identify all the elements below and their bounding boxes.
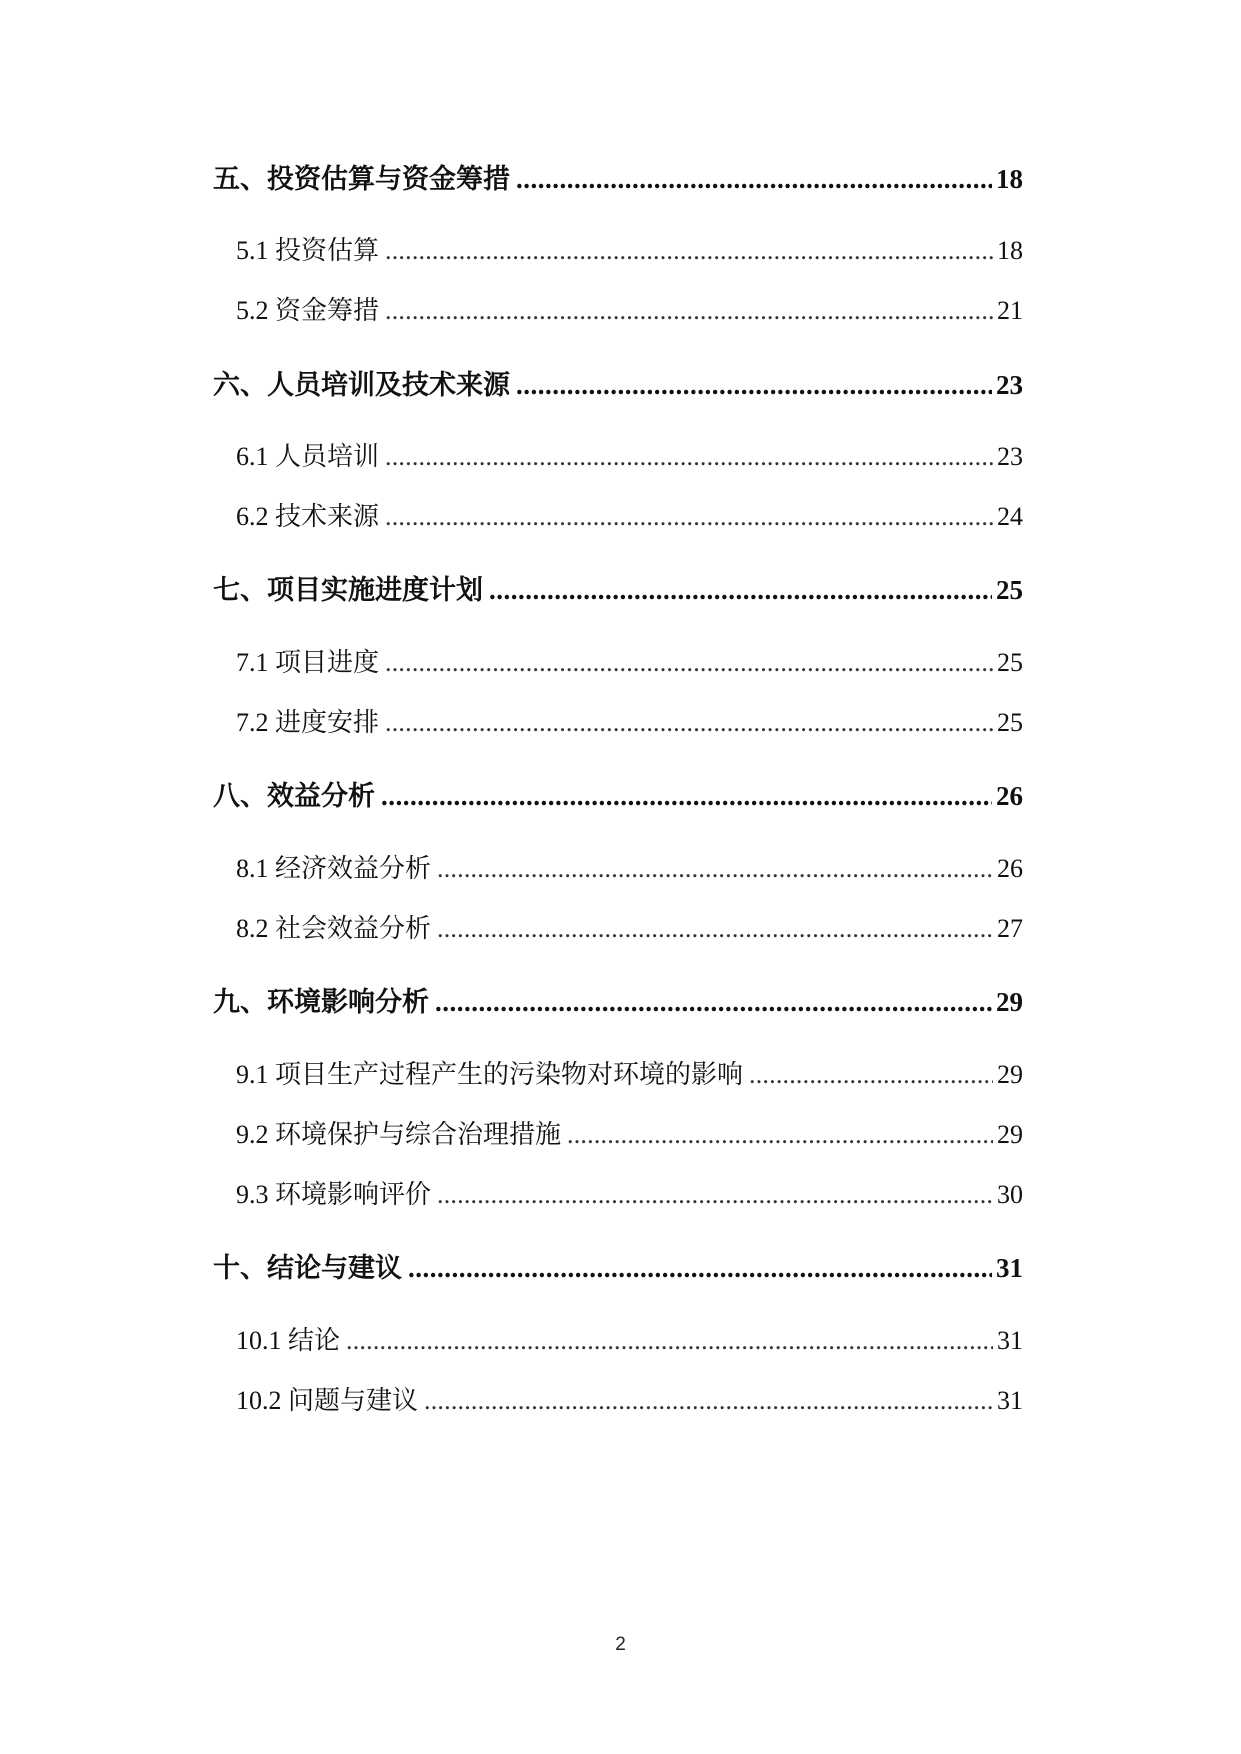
toc-dot-leader xyxy=(435,982,992,1022)
toc-entry-title: 八、效益分析 xyxy=(213,781,375,811)
toc-section-7-1[interactable] xyxy=(236,643,1023,683)
toc-entry-page: 18 xyxy=(997,236,1023,265)
toc-entry-page: 26 xyxy=(996,781,1023,811)
toc-chapter-8[interactable] xyxy=(213,776,1023,816)
toc-dot-leader xyxy=(749,1055,993,1095)
toc-entry-title: 6.1 人员培训 xyxy=(236,442,380,471)
toc-dot-leader xyxy=(385,231,993,271)
toc-dot-leader xyxy=(346,1321,993,1361)
toc-dot-leader xyxy=(408,1248,992,1288)
toc-section-9-1[interactable] xyxy=(236,1055,1023,1095)
toc-entry-title: 10.2 问题与建议 xyxy=(236,1386,419,1415)
toc-entry-title: 7.1 项目进度 xyxy=(236,648,380,677)
toc-dot-leader xyxy=(437,849,993,889)
toc-entry-page: 25 xyxy=(997,708,1023,737)
toc-dot-leader xyxy=(489,570,992,610)
toc-dot-leader xyxy=(381,776,992,816)
toc-entry-page: 25 xyxy=(996,575,1023,605)
toc-entry-page: 29 xyxy=(997,1060,1023,1089)
toc-section-5-2[interactable] xyxy=(236,291,1023,331)
page-number: 2 xyxy=(615,1634,626,1655)
toc-dot-leader xyxy=(385,643,993,683)
toc-entry-page: 29 xyxy=(997,1120,1023,1149)
toc-section-6-2[interactable] xyxy=(236,497,1023,537)
toc-chapter-10[interactable] xyxy=(213,1248,1023,1288)
toc-section-8-2[interactable] xyxy=(236,909,1023,949)
toc-entry-page: 31 xyxy=(997,1386,1023,1415)
toc-section-9-2[interactable] xyxy=(236,1115,1023,1155)
toc-dot-leader xyxy=(385,437,993,477)
toc-entry-page: 30 xyxy=(997,1180,1023,1209)
toc-entry-title: 5.2 资金筹措 xyxy=(236,296,380,325)
toc-entry-title: 九、环境影响分析 xyxy=(213,987,429,1017)
toc-chapter-5[interactable] xyxy=(213,159,1023,199)
toc-entry-title: 7.2 进度安排 xyxy=(236,708,380,737)
toc-entry-title: 8.1 经济效益分析 xyxy=(236,854,432,883)
toc-dot-leader xyxy=(385,291,993,331)
toc-entry-title: 5.1 投资估算 xyxy=(236,236,380,265)
toc-section-5-1[interactable] xyxy=(236,231,1023,271)
toc-dot-leader xyxy=(516,159,992,199)
toc-entry-title: 10.1 结论 xyxy=(236,1326,341,1355)
toc-entry-title: 9.1 项目生产过程产生的污染物对环境的影响 xyxy=(236,1060,744,1089)
toc-dot-leader xyxy=(516,365,992,405)
toc-dot-leader xyxy=(437,909,993,949)
toc-entry-title: 8.2 社会效益分析 xyxy=(236,914,432,943)
toc-entry-page: 27 xyxy=(997,914,1023,943)
toc-section-10-2[interactable] xyxy=(236,1381,1023,1421)
toc-entry-page: 24 xyxy=(997,502,1023,531)
toc-dot-leader xyxy=(437,1175,993,1215)
toc-entry-title: 十、结论与建议 xyxy=(213,1253,402,1283)
toc-entry-title: 9.2 环境保护与综合治理措施 xyxy=(236,1120,562,1149)
toc-entry-page: 18 xyxy=(996,164,1023,194)
toc-section-10-1[interactable] xyxy=(236,1321,1023,1361)
toc-chapter-7[interactable] xyxy=(213,570,1023,610)
toc-section-9-3[interactable] xyxy=(236,1175,1023,1215)
toc-entry-page: 23 xyxy=(996,370,1023,400)
toc-entry-page: 31 xyxy=(996,1253,1023,1283)
toc-chapter-6[interactable] xyxy=(213,365,1023,405)
toc-entry-page: 21 xyxy=(997,296,1023,325)
toc-dot-leader xyxy=(424,1381,993,1421)
toc-entry-title: 6.2 技术来源 xyxy=(236,502,380,531)
toc-entry-title: 五、投资估算与资金筹措 xyxy=(213,164,510,194)
toc-section-8-1[interactable] xyxy=(236,849,1023,889)
toc-entry-page: 23 xyxy=(997,442,1023,471)
toc-entry-page: 25 xyxy=(997,648,1023,677)
toc-dot-leader xyxy=(385,703,993,743)
toc-section-7-2[interactable] xyxy=(236,703,1023,743)
toc-dot-leader xyxy=(567,1115,993,1155)
toc-section-6-1[interactable] xyxy=(236,437,1023,477)
toc-entry-page: 29 xyxy=(996,987,1023,1017)
toc-dot-leader xyxy=(385,497,993,537)
toc-entry-page: 26 xyxy=(997,854,1023,883)
toc-entry-title: 9.3 环境影响评价 xyxy=(236,1180,432,1209)
toc-entry-title: 七、项目实施进度计划 xyxy=(213,575,483,605)
toc-entry-page: 31 xyxy=(997,1326,1023,1355)
toc-chapter-9[interactable] xyxy=(213,982,1023,1022)
toc-entry-title: 六、人员培训及技术来源 xyxy=(213,370,510,400)
